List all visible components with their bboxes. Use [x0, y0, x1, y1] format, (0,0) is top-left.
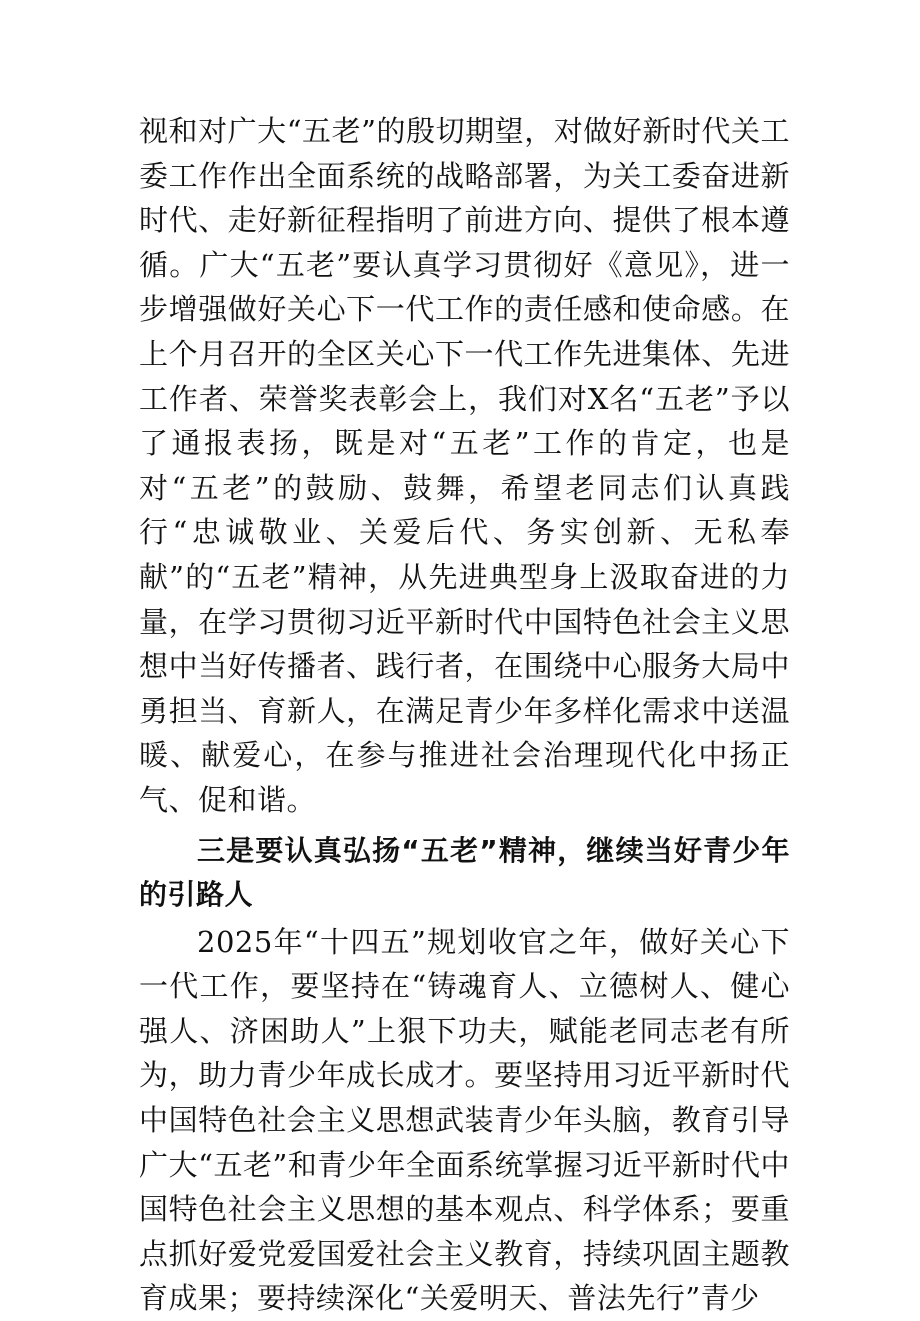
body-paragraph-2: 2025年“十四五”规划收官之年，做好关心下一代工作，要坚持在“铸魂育人、立德树人、健心强人、济困助人”上狠下功夫，赋能老同志老有所为，助力青少年成长成才。要坚持用习近平新时代中国特色社会主义思想武装青少年头脑，教育引导广大“五老”和青少年全面系统掌握习近平新时代中国特色社会主义思想的基本观点、科学体系；要重点抓好爱党爱国爱社会主义教育，持续巩固主题教育成果；要持续深化“关爱明天、普法先行”青少 — [139, 924, 790, 1316]
body-paragraph-1: 视和对广大“五老”的殷切期望，对做好新时代关工委工作作出全面系统的战略部署，为关工委奋进新时代、走好新征程指明了前进方向、提供了根本遵循。广大“五老”要认真学习贯彻好《意见》，进一步增强做好关心下一代工作的责任感和使命感。在上个月召开的全区关心下一代工作先进集体、先进工作者、荣誉奖表彰会上，我们对X名“五老”予以了通报表扬，既是对“五老”工作的肯定，也是对“五老”的鼓励、鼓舞，希望老同志们认真践行“忠诚敬业、关爱后代、务实创新、无私奉献”的“五老”精神，从先进典型身上汲取奋进的力量，在学习贯彻习近平新时代中国特色社会主义思想中当好传播者、践行者，在围绕中心服务大局中勇担当、育新人，在满足青少年多样化需求中送温暖、献爱心，在参与推进社会治理现代化中扬正气、促和谐。 — [139, 114, 790, 817]
section-heading: 三是要认真弘扬“五老”精神，继续当好青少年的引路人 — [139, 833, 790, 912]
document-body — [139, 109, 790, 1321]
